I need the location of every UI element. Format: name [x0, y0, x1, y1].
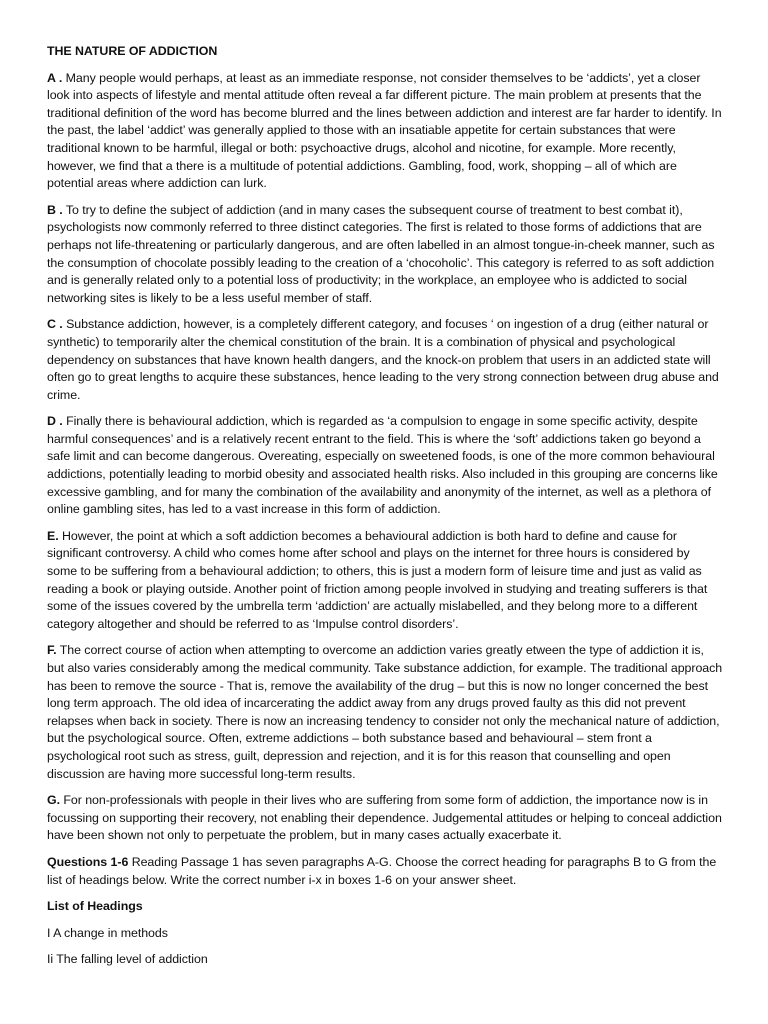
paragraph-c: [47, 316, 723, 404]
paragraph-text: Substance addiction, however, is a completely different category, and focuses ‘ on ingestion of a drug (either natural or synthetic) to temporarily alter the chemical constitution of the brain. It is a combination of physical and psychological dependency on substances that have known health dangers, and the knock-on problem that users in an addicted state will often go to great lengths to acquire these substances, hence leading to the very strong connection between drug abuse and crime.: [47, 317, 719, 402]
heading-item-ii: Ii The falling level of addiction: [47, 952, 208, 967]
paragraph-text: Many people would perhaps, at least as an immediate response, not consider themselves to be ‘addicts’, yet a closer look into aspects of lifestyle and mental attitude often reveal a far different picture. The main problem at presents that the traditional definition of the word has become blurred and the lines between addiction and interest are far harder to identify. In the past, the label ‘addict’ was generally applied to those with an insatiable appetite for certain substances that were traditional known to be harmful, illegal or both: psychoactive drugs, alcohol and nicotine, for example. More recently, however, we find that a there is a multitude of potential addictions. Gambling, food, work, shopping – all of which are potential areas where addiction can lurk.: [47, 70, 722, 191]
paragraph-letter: C .: [47, 317, 63, 332]
paragraph-text: Finally there is behavioural addiction, which is regarded as ‘a compulsion to engage in some specific activity, despite harmful consequences’ and is a relatively recent entrant to the field. This is where the ‘soft’ addictions taken go beyond a safe limit and can become dangerous. Overeating, especially on sweetened foods, is one of the more common behavioural addictions, potentially leading to morbid obesity and associated health risks. Also included in this grouping are concerns like excessive gambling, and for many the combination of the availability and anonymity of the internet, as well as a plethora of online gambling sites, has led to a vast increase in this form of addiction.: [47, 414, 718, 517]
paragraph-b: [47, 202, 723, 308]
paragraph-letter: G.: [47, 793, 60, 808]
heading-item-i: I A change in methods: [47, 925, 168, 940]
document-page: [47, 43, 723, 978]
paragraph-letter: A .: [47, 70, 63, 85]
headings-list-title: List of Headings: [47, 899, 143, 914]
paragraph-text: However, the point at which a soft addiction becomes a behavioural addiction is both hard to define and cause for significant controversy. A child who comes home after school and plays on the internet for three hours is considered by some to be suffering from a behavioural addiction; to others, this is just a modern form of leisure time and just as valid as reading a book or playing outside. Another point of friction among people involved in studying and treating sufferers is that some of the issues covered by the umbrella term ‘addiction’ are actually mislabelled, and they belong more to a different category altogether and should be referred to as ‘Impulse control disorders’.: [47, 528, 708, 631]
paragraph-a: [47, 70, 723, 193]
paragraph-letter: F.: [47, 643, 57, 658]
paragraph-e: [47, 528, 723, 634]
paragraph-f: [47, 642, 723, 783]
document-title: THE NATURE OF ADDICTION: [47, 44, 218, 58]
questions-label: Questions 1-6: [47, 854, 129, 869]
paragraph-d: [47, 413, 723, 519]
paragraph-g: [47, 792, 723, 845]
paragraph-letter: E.: [47, 528, 59, 543]
paragraph-letter: B .: [47, 202, 63, 217]
paragraph-letter: D .: [47, 414, 63, 429]
paragraph-text: The correct course of action when attempting to overcome an addiction varies greatly etween the type of addiction it is, but also varies considerably among the medical community. Take substance addiction, for example. The traditional approach has been to remove the source - That is, remove the availability of the drug – but this is now no longer concerned the best long term approach. The old idea of incarcerating the addict away from any drugs proved faulty as this did not prevent relapses when back in society. There is now an increasing tendency to consider not only the mechanical nature of addiction, but the psychological source. Often, extreme addictions – both substance based and behavioural – stem front a psychological root such as stress, guilt, depression and rejection, and it is for this reason that counselling and open discussion are having more successful long-term results.: [47, 643, 723, 781]
paragraph-text: For non-professionals with people in their lives who are suffering from some form of addiction, the importance now is in focussing on supporting their recovery, not enabling their dependence. Judgemental attitudes or helping to conceal addiction have been shown not only to perpetuate the problem, but in many cases actually exacerbate it.: [47, 793, 722, 843]
questions-text: Reading Passage 1 has seven paragraphs A-G. Choose the correct heading for paragraphs B to G from the list of headings below. Write the correct number i-x in boxes 1-6 on your answer sheet.: [47, 854, 717, 887]
paragraph-text: To try to define the subject of addiction (and in many cases the subsequent course of treatment to best combat it), psychologists now commonly referred to three distinct categories. The first is related to those forms of addictions that are perhaps not life-threatening or particularly dangerous, and are often labelled in an almost tongue-in-cheek manner, such as the consumption of chocolate possibly leading to the creation of a ‘chocoholic’. This category is referred to as soft addiction and is generally related only to a potential loss of productivity; in the workplace, an employee who is addicted to social networking sites is likely to be a less useful member of staff.: [47, 202, 715, 305]
questions-instructions: [47, 854, 723, 889]
